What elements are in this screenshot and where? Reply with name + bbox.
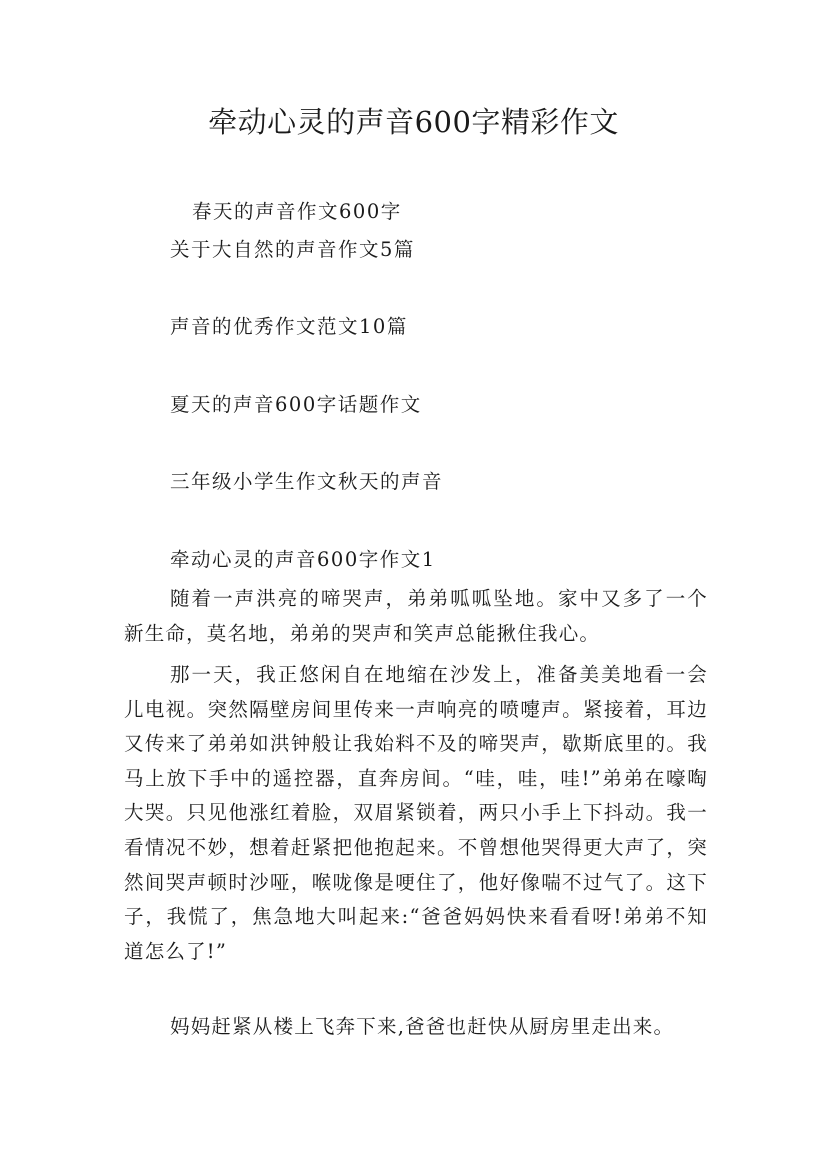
related-link-spring[interactable]: 春天的声音作文600字 bbox=[192, 200, 402, 223]
essay-paragraph-1: 随着一声洪亮的啼哭声，弟弟呱呱坠地。家中又多了一个新生命，莫名地，弟弟的哭声和笑声总能揪住我心。 bbox=[124, 587, 708, 645]
related-link-autumn[interactable]: 三年级小学生作文秋天的声音 bbox=[170, 470, 444, 493]
essay-heading: 牵动心灵的声音600字作文1 bbox=[170, 548, 436, 571]
document-title: 牵动心灵的声音600字精彩作文 bbox=[208, 105, 619, 139]
related-link-sound-essays[interactable]: 声音的优秀作文范文10篇 bbox=[170, 315, 408, 338]
essay-paragraph-2: 那一天，我正悠闲自在地缩在沙发上，准备美美地看一会儿电视。突然隔壁房间里传来一声响亮的喷嚏声。紧接着，耳边又传来了弟弟如洪钟般让我始料不及的啼哭声，歇斯底里的。我马上放下手中的遥控器，直奔房间。“哇，哇，哇!”弟弟在嚎啕大哭。只见他涨红着脸，双眉紧锁着，两只小手上下抖动。我一看情况不妙，想着赶紧把他抱起来。不曾想他哭得更大声了，突然间哭声顿时沙哑，喉咙像是哽住了，他好像喘不过气了。这下子，我慌了，焦急地大叫起来:“爸爸妈妈快来看看呀!弟弟不知道怎么了!” bbox=[124, 663, 708, 963]
related-link-nature[interactable]: 关于大自然的声音作文5篇 bbox=[170, 238, 415, 261]
essay-paragraph-3: 妈妈赶紧从楼上飞奔下来,爸爸也赶快从厨房里走出来。 bbox=[170, 1015, 675, 1038]
related-link-summer[interactable]: 夏天的声音600字话题作文 bbox=[170, 393, 422, 416]
